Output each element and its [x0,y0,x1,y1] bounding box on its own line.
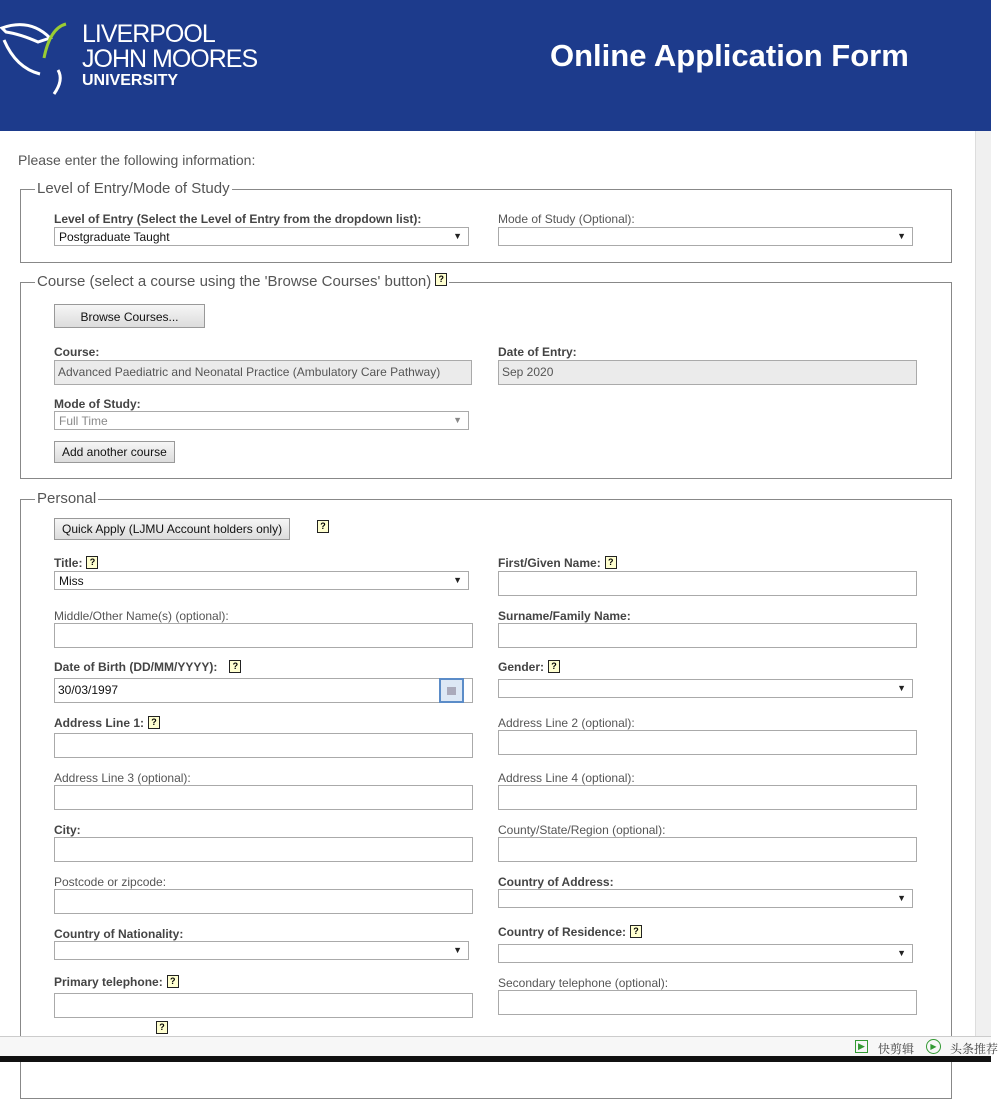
help-icon[interactable]: ? [148,716,160,729]
address-3-label: Address Line 3 (optional): [54,771,191,785]
address-1-label [54,716,160,730]
help-icon[interactable]: ? [548,660,560,673]
header [0,0,991,131]
course-legend [35,273,449,290]
title-label-text: Title: [54,556,83,570]
address-3-input[interactable] [54,785,473,810]
surname-input[interactable] [498,623,917,648]
county-input[interactable] [498,837,917,862]
residence-select[interactable] [498,944,913,963]
address-1-input[interactable] [54,733,473,758]
chevron-down-icon: ▼ [897,893,906,903]
course-mode-select[interactable] [54,411,469,430]
primary-phone-input[interactable] [54,993,473,1018]
title-value: Miss [59,574,84,588]
course-label: Course: [54,345,100,359]
level-legend: Level of Entry/Mode of Study [37,180,230,197]
dob-input[interactable]: 30/03/1997 [54,678,473,703]
course-mode-label: Mode of Study: [54,397,141,411]
add-another-course-button[interactable]: Add another course [54,441,175,463]
address-1-label-text: Address Line 1: [54,716,145,730]
help-icon[interactable]: ? [229,660,241,673]
first-name-label-text: First/Given Name: [498,556,601,570]
date-of-entry-field[interactable]: Sep 2020 [498,360,917,385]
postcode-label: Postcode or zipcode: [54,875,167,889]
nationality-label: Country of Nationality: [54,927,184,941]
country-address-label: Country of Address: [498,875,614,889]
county-label: County/State/Region (optional): [498,823,666,837]
mode-of-study-select[interactable] [498,227,913,246]
screen-edge [0,1056,991,1062]
title-select[interactable] [54,571,469,590]
gender-select[interactable] [498,679,913,698]
address-4-input[interactable] [498,785,917,810]
mode-of-study-label: Mode of Study (Optional): [498,212,635,226]
level-of-entry-select[interactable] [54,227,469,246]
personal-legend: Personal [37,490,97,507]
middle-name-input[interactable] [54,623,473,648]
course-legend-text: Course (select a course using the 'Browse Courses' button) [37,273,432,290]
logo-line-2: JOHN MOORES [82,45,258,73]
university-logo-icon [0,18,80,98]
surname-label: Surname/Family Name: [498,609,631,623]
help-icon[interactable]: ? [167,975,179,988]
middle-name-label: Middle/Other Name(s) (optional): [54,609,229,623]
chevron-down-icon: ▼ [897,231,906,241]
city-label: City: [54,823,81,837]
help-icon[interactable]: ? [317,520,329,533]
taskbar [0,1036,998,1056]
secondary-phone-label: Secondary telephone (optional): [498,976,669,990]
browse-courses-button[interactable]: Browse Courses... [54,304,205,328]
scrollbar[interactable] [975,131,991,1036]
help-icon[interactable]: ? [630,925,642,938]
primary-phone-label [54,975,179,989]
chevron-down-icon: ▼ [453,945,462,955]
chevron-down-icon: ▼ [453,231,462,241]
city-input[interactable] [54,837,473,862]
address-4-label: Address Line 4 (optional): [498,771,635,785]
chevron-down-icon: ▼ [897,683,906,693]
gender-label-text: Gender: [498,660,545,674]
level-value: Postgraduate Taught [59,230,170,244]
page-title: Online Application Form [550,38,909,73]
gender-label [498,660,560,674]
play-icon[interactable]: ▶ [926,1039,941,1054]
course-mode-value: Full Time [59,414,108,428]
residence-label-text: Country of Residence: [498,925,627,939]
help-icon[interactable]: ? [435,273,447,286]
level-fieldset [20,180,952,263]
title-label [54,556,98,570]
date-of-entry-label: Date of Entry: [498,345,577,359]
first-name-label [498,556,617,570]
postcode-input[interactable] [54,889,473,914]
taskbar-item-1[interactable]: 快剪辑 [878,1042,915,1056]
first-name-input[interactable] [498,571,917,596]
dob-label [54,660,241,674]
quick-apply-button[interactable]: Quick Apply (LJMU Account holders only) [54,518,290,540]
primary-phone-label-text: Primary telephone: [54,975,163,989]
level-of-entry-label: Level of Entry (Select the Level of Entry from the dropdown list): [54,212,422,226]
course-field[interactable]: Advanced Paediatric and Neonatal Practice (Ambulatory Care Pathway) [54,360,472,385]
secondary-phone-input[interactable] [498,990,917,1015]
chevron-down-icon: ▼ [453,575,462,585]
intro-text: Please enter the following information: [18,152,256,168]
dob-label-text: Date of Birth (DD/MM/YYYY): [54,660,218,674]
calendar-icon[interactable] [439,678,464,703]
country-address-select[interactable] [498,889,913,908]
help-icon[interactable]: ? [86,556,98,569]
logo-line-3: UNIVERSITY [82,72,179,89]
chevron-down-icon: ▼ [453,415,462,425]
logo-line-1: LIVERPOOL [82,20,215,48]
app-icon[interactable]: ▶ [855,1040,868,1053]
chevron-down-icon: ▼ [897,948,906,958]
address-2-label: Address Line 2 (optional): [498,716,635,730]
residence-label [498,925,642,939]
nationality-select[interactable] [54,941,469,960]
taskbar-item-2[interactable]: 头条推荐 [950,1042,998,1056]
help-icon[interactable]: ? [156,1021,168,1034]
calendar-glyph [447,687,456,695]
help-icon[interactable]: ? [605,556,617,569]
address-2-input[interactable] [498,730,917,755]
